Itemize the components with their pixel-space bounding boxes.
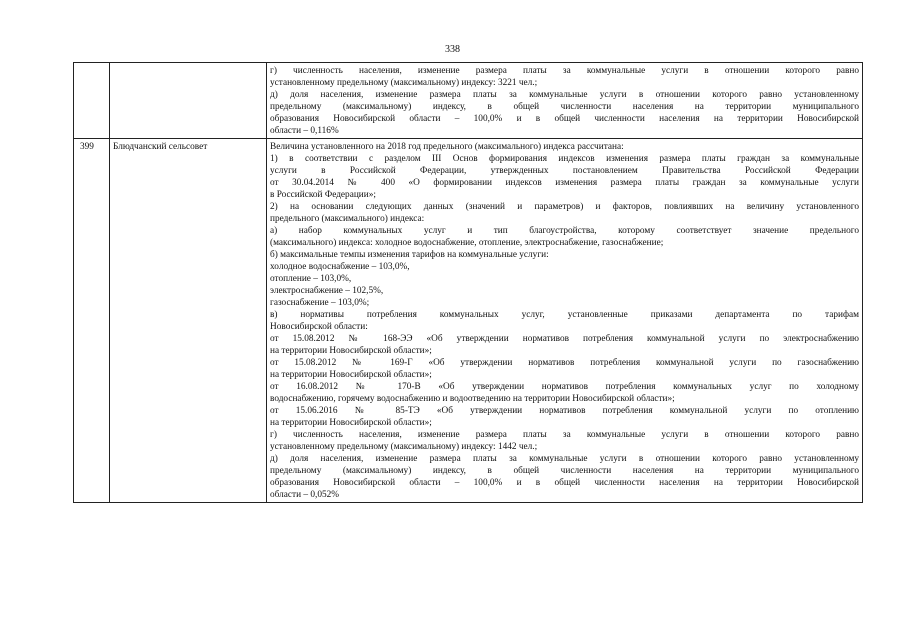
- text-line: образования Новосибирской области – 100,0% и в общей численности населения на территории Новосибирской: [270, 478, 859, 488]
- text-line: от 15.08.2012 № 168-ЭЭ «Об утверждении нормативов потребления коммунальной услуги по электроснабжению: [270, 334, 859, 344]
- text-line: предельному (максимальному) индексу, в общей численности населения на территории муниципального: [270, 466, 859, 476]
- text-line: Новосибирской области:: [270, 322, 368, 332]
- text-line: 2) на основании следующих данных (значений и параметров) и факторов, повлиявших на величину установленного: [270, 202, 859, 212]
- text-line: области – 0,052%: [270, 490, 340, 500]
- text-line: от 16.08.2012 № 170-В «Об утверждении нормативов потребления коммунальных услуг по холодному: [270, 382, 859, 392]
- text-line: области – 0,116%: [270, 126, 339, 136]
- text-line: д) доля населения, изменение размера платы за коммунальные услуги в отношении которого равно установленному: [270, 454, 859, 464]
- text-line: установленному предельному (максимальному) индексу: 1442 чел.;: [270, 442, 538, 452]
- text-line: 1) в соответствии с разделом III Основ формирования индексов изменения размера платы граждан за коммунальные: [270, 154, 859, 164]
- text-line: образования Новосибирской области – 100,0% и в общей численности населения на территории Новосибирской: [270, 114, 859, 124]
- text-line: от 15.08.2012 № 169-Г «Об утверждении нормативов потребления коммунальной услуги по газоснабжению: [270, 358, 859, 368]
- description-cell: [267, 63, 863, 139]
- row-number-cell: 399: [74, 139, 110, 503]
- tariff-index-table: [73, 62, 863, 503]
- description-cell: [267, 139, 863, 503]
- municipality-name-cell: Блюдчанский сельсовет: [110, 139, 267, 503]
- text-line: б) максимальные темпы изменения тарифов на коммунальные услуги:: [270, 250, 549, 260]
- table-row: [74, 139, 863, 503]
- text-line: электроснабжение – 102,5%,: [270, 286, 384, 296]
- text-line: г) численность населения, изменение размера платы за коммунальные услуги в отношении которого равно: [270, 430, 859, 440]
- text-line: Величина установленного на 2018 год предельного (максимального) индекса рассчитана:: [270, 142, 624, 152]
- page-number: 338: [445, 44, 460, 55]
- text-line: на территории Новосибирской области»;: [270, 418, 432, 428]
- text-line: от 30.04.2014 № 400 «О формировании индексов изменения размера платы граждан за коммунальные услуги: [270, 178, 859, 188]
- text-line: водоснабжению, горячему водоснабжению и водоотведению на территории Новосибирской области»;: [270, 394, 675, 404]
- text-line: предельного (максимального) индекса:: [270, 214, 425, 224]
- text-line: холодное водоснабжение – 103,0%,: [270, 262, 410, 272]
- text-line: отопление – 103,0%,: [270, 274, 352, 284]
- text-line: на территории Новосибирской области»;: [270, 370, 432, 380]
- text-line: г) численность населения, изменение размера платы за коммунальные услуги в отношении которого равно: [270, 66, 859, 76]
- text-line: от 15.06.2016 № 85-ТЭ «Об утверждении нормативов потребления коммунальной услуги по отоплению: [270, 406, 859, 416]
- text-line: а) набор коммунальных услуг и тип благоустройства, которому соответствует значение предельного: [270, 226, 859, 236]
- text-line: (максимального) индекса: холодное водоснабжение, отопление, электроснабжение, газоснабжение;: [270, 238, 664, 248]
- text-line: газоснабжение – 103,0%;: [270, 298, 370, 308]
- text-line: установленному предельному (максимальному) индексу: 3221 чел.;: [270, 78, 538, 88]
- text-line: предельному (максимальному) индексу, в общей численности населения на территории муниципального: [270, 102, 859, 112]
- text-line: на территории Новосибирской области»;: [270, 346, 432, 356]
- row-number-cell: [74, 63, 110, 139]
- municipality-name-cell: [110, 63, 267, 139]
- text-line: услуги в Российской Федерации, утвержденных постановлением Правительства Российской Федерации: [270, 166, 859, 176]
- text-line: в Российской Федерации»;: [270, 190, 376, 200]
- table-row: [74, 63, 863, 139]
- text-line: в) нормативы потребления коммунальных услуг, установленные приказами департамента по тарифам: [270, 310, 859, 320]
- text-line: д) доля населения, изменение размера платы за коммунальные услуги в отношении которого равно установленному: [270, 90, 859, 100]
